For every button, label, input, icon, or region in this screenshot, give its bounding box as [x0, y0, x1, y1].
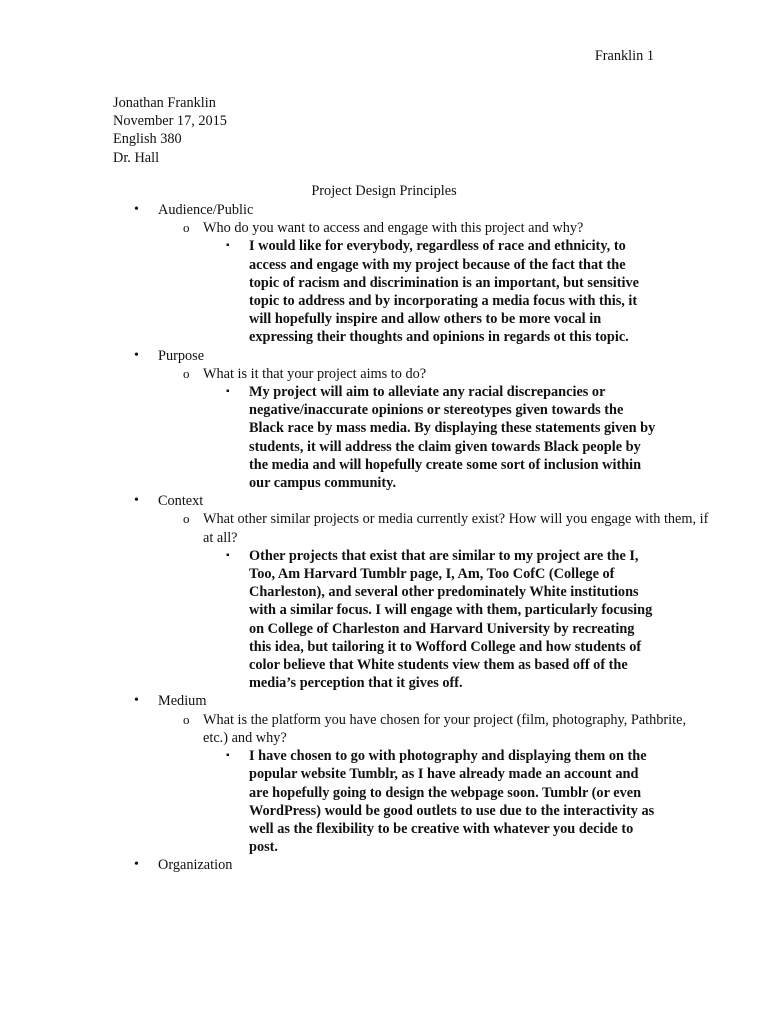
question-text: What is it that your project aims to do?	[203, 365, 427, 382]
section-label: Medium	[158, 693, 207, 710]
author-name: Jonathan Franklin	[113, 95, 216, 111]
question-text: What other similar projects or media currently exist? How will you engage with them, if at all?	[203, 511, 709, 546]
section-label: Audience/Public	[158, 202, 254, 218]
hollow-bullet-icon: o	[183, 220, 190, 236]
answer-text: My project will aim to alleviate any racial discrepancies or negative/inaccurate opinions or stereotypes given towards the Black race by mass media. By displaying these statements given by students, it will address the claim given towards Black people by the media and will hopefully create some sort of inclusion within our campus community.	[249, 384, 656, 492]
outline-list	[0, 201, 768, 875]
answer-text: Other projects that exist that are similar to my project are the I, Too, Am Harvard Tumblr page, I, Am, Too CofC (College of Charleston), and several other predominately White institutions with a similar focus. I will engage with them, particularly focusing on College of Charleston and Harvard University by recreating this idea, but tailoring it to Wofford College and how students of color believe that White students view them as based off of the media’s perception that it gives off.	[249, 547, 653, 692]
bullet-icon: •	[134, 347, 139, 363]
section-item	[0, 692, 768, 710]
answer-text: I have chosen to go with photography and displaying them on the popular website Tumblr, as I have already made an account and are hopefully going to design the webpage soon. Tumblr (or even WordPress) would be good outlets to use due to the interactivity as well as the flexibility to be creative with whatever you decide to post.	[249, 748, 655, 856]
square-bullet-icon: ▪	[226, 386, 230, 398]
question-item	[0, 219, 713, 237]
bullet-icon: •	[134, 857, 139, 873]
answer-item	[0, 383, 659, 492]
square-bullet-icon: ▪	[226, 240, 230, 252]
square-bullet-icon: ▪	[226, 549, 230, 561]
question-text: What is the platform you have chosen for your project (film, photography, Pathbrite, etc.) and why?	[203, 711, 687, 746]
instructor-name: Dr. Hall	[113, 149, 160, 166]
section-item	[0, 347, 768, 365]
section-item	[0, 492, 768, 510]
answer-item	[0, 547, 659, 693]
document-date: November 17, 2015	[113, 113, 227, 130]
question-item	[0, 711, 713, 747]
question-text: Who do you want to access and engage with this project and why?	[203, 220, 584, 237]
section-item	[0, 201, 768, 219]
answer-text: I would like for everybody, regardless of race and ethnicity, to access and engage with my project because of the fact that the topic of racism and discrimination is an important, but sensitive topic to address and by incorporating a media focus with this, it will hopefully inspire and allow others to be more vocal in expressing their thoughts and opinions in regards ot this topic.	[249, 238, 640, 346]
section-item	[0, 856, 768, 874]
running-header: Franklin 1	[594, 48, 654, 64]
hollow-bullet-icon: o	[183, 511, 190, 527]
answer-item	[0, 747, 659, 856]
document-title: Project Design Principles	[311, 183, 457, 199]
square-bullet-icon: ▪	[226, 750, 230, 762]
hollow-bullet-icon: o	[183, 711, 190, 727]
bullet-icon: •	[134, 693, 139, 709]
bullet-icon: •	[134, 202, 139, 217]
question-item	[0, 365, 713, 383]
section-label: Purpose	[158, 347, 205, 364]
course-name: English 380	[113, 131, 182, 148]
question-item	[0, 510, 713, 546]
heading-block	[113, 94, 227, 167]
section-label: Organization	[158, 857, 233, 874]
bullet-icon: •	[134, 493, 139, 509]
answer-item	[0, 237, 659, 346]
section-label: Context	[158, 493, 204, 510]
hollow-bullet-icon: o	[183, 365, 190, 381]
